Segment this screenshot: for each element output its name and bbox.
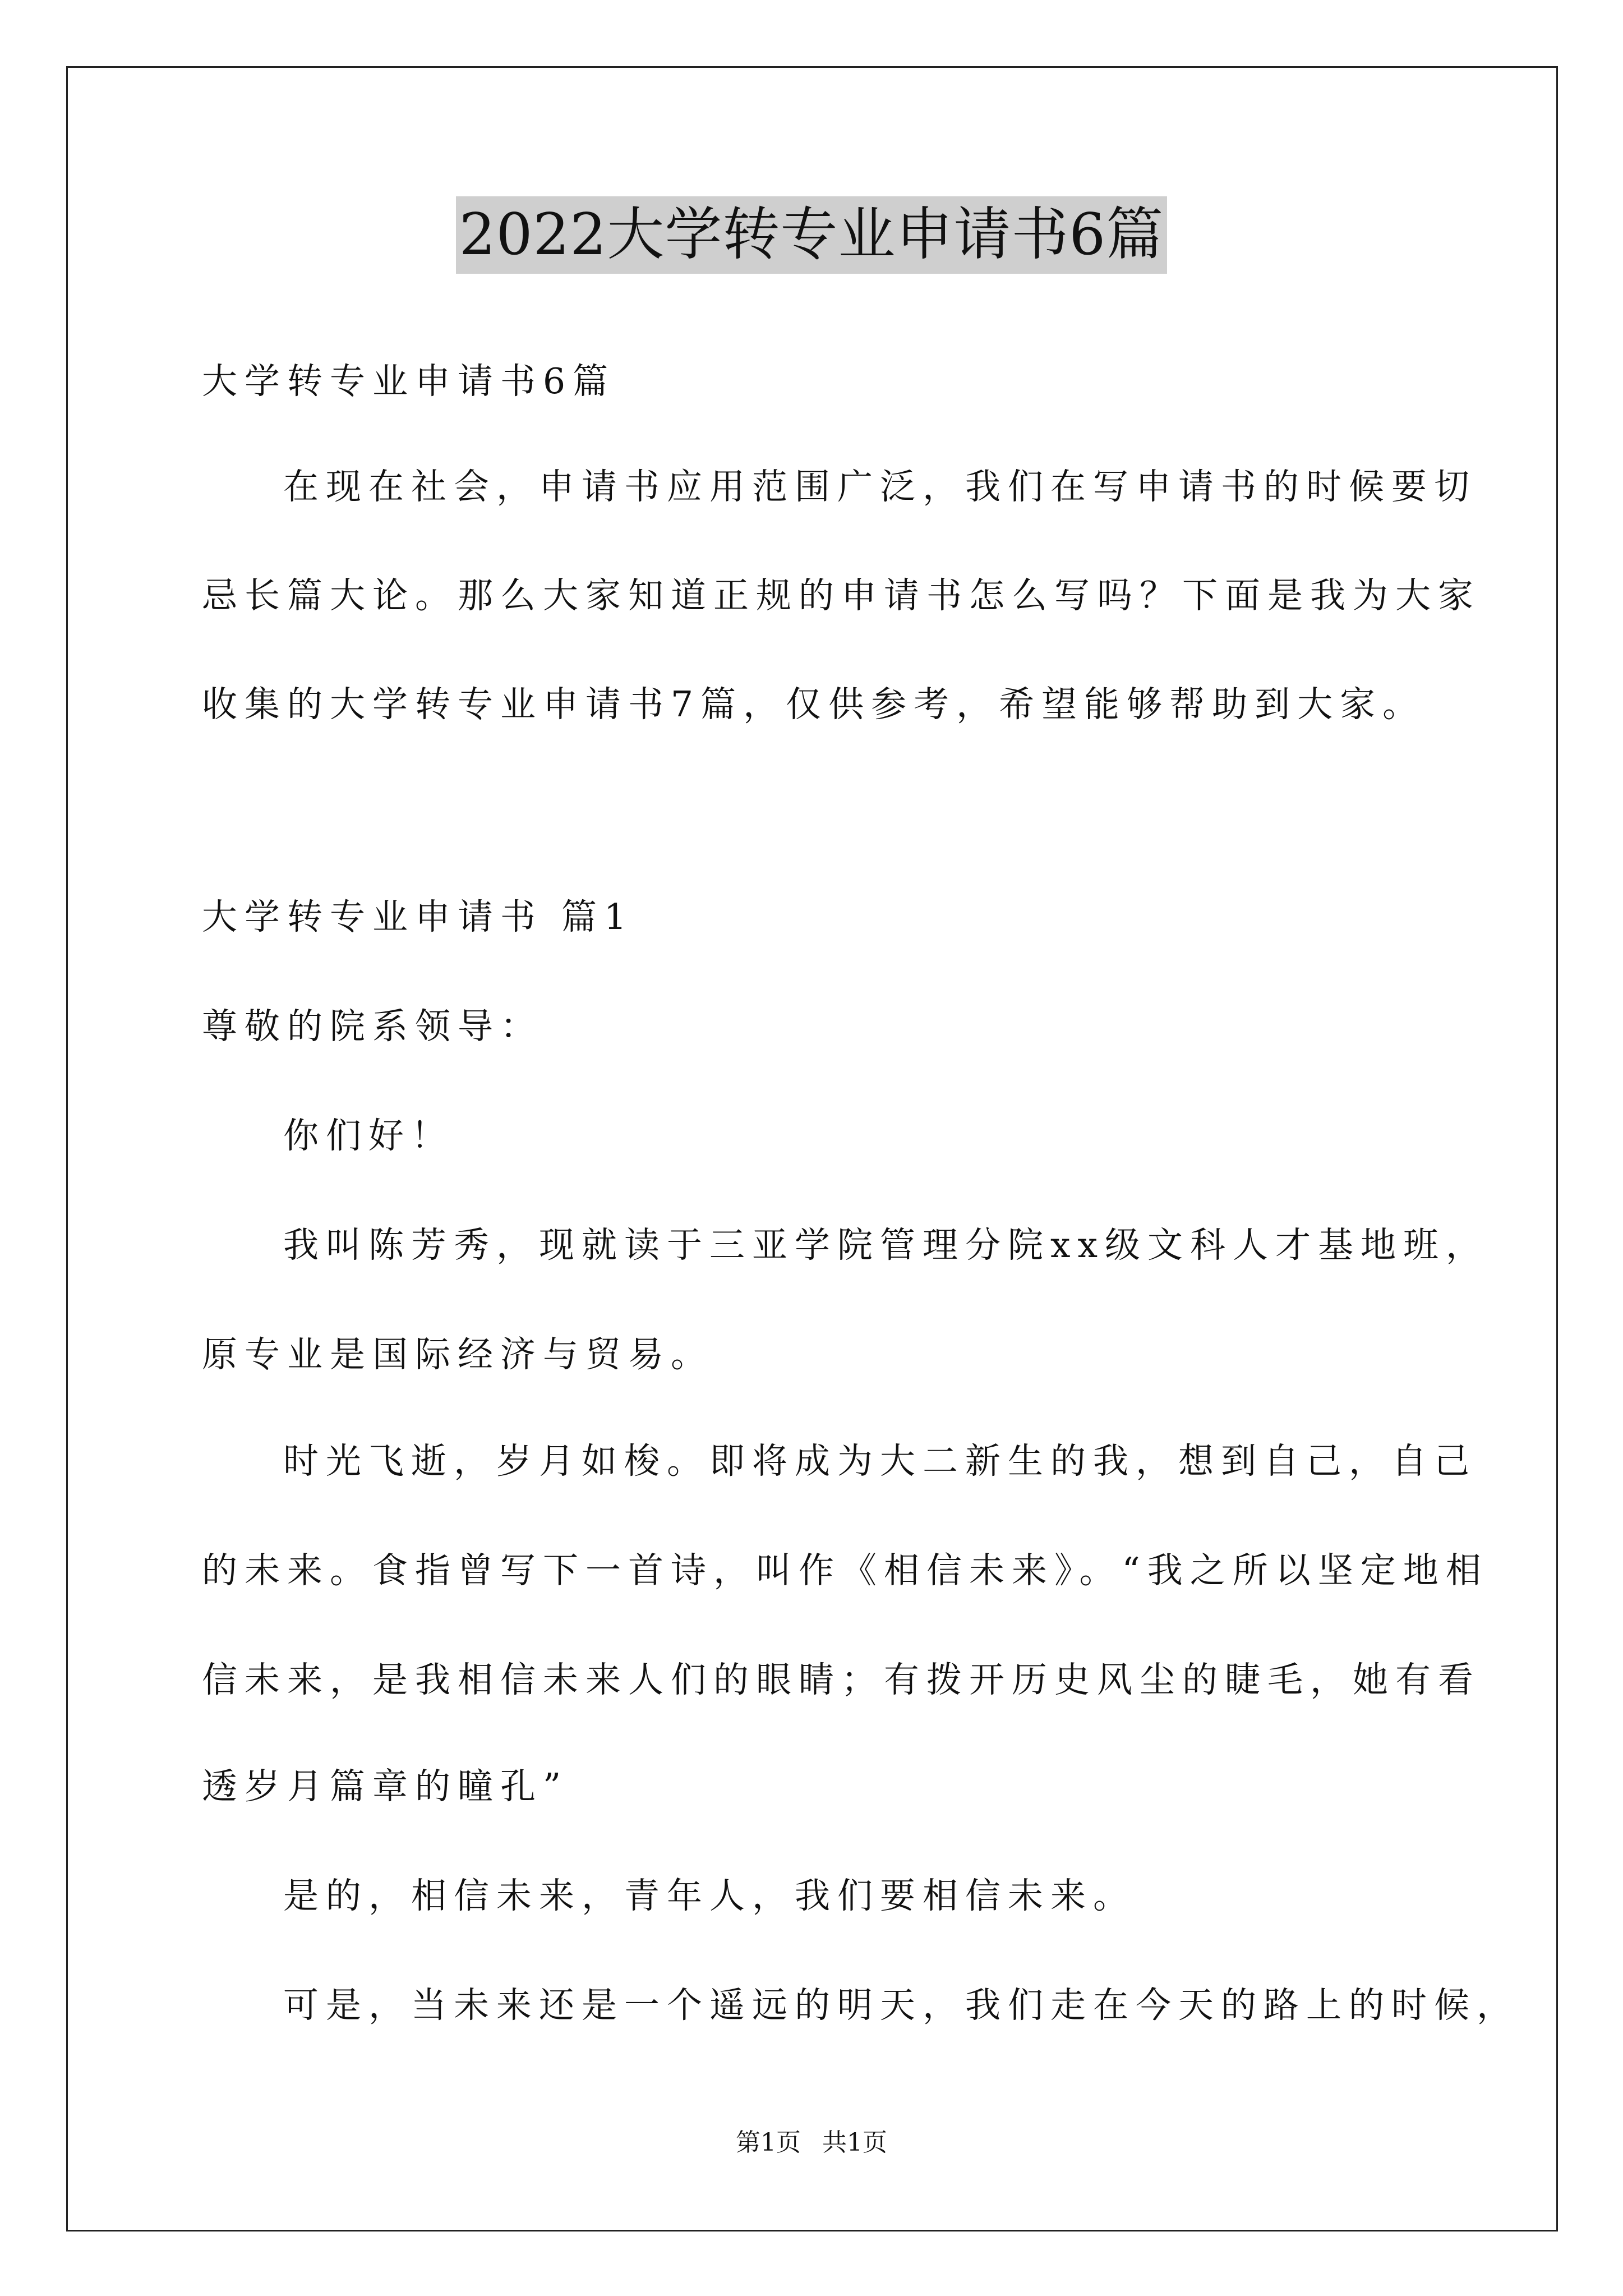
section-heading: 大学转专业申请书 篇1 xyxy=(202,896,634,937)
greeting: 你们好！ xyxy=(283,1115,454,1156)
page-number: 第1页 xyxy=(736,2128,801,2157)
paragraph-line: 原专业是国际经济与贸易。 xyxy=(202,1334,713,1375)
paragraph-line: 我叫陈芳秀，现就读于三亚学院管理分院xx级文科人才基地班， xyxy=(283,1225,1489,1266)
title-container xyxy=(0,196,1623,274)
page-footer xyxy=(0,2126,1623,2160)
paragraph-line: 在现在社会，申请书应用范围广泛，我们在写申请书的时候要切 xyxy=(283,466,1477,507)
paragraph-line: 信未来，是我相信未来人们的眼睛；有拨开历史风尘的睫毛，她有看 xyxy=(202,1659,1481,1700)
document-title: 2022大学转专业申请书6篇 xyxy=(456,196,1167,274)
paragraph-line: 可是，当未来还是一个遥远的明天，我们走在今天的路上的时候， xyxy=(283,1985,1519,2026)
paragraph-line: 的未来。食指曾写下一首诗，叫作《相信未来》。“我之所以坚定地相 xyxy=(202,1550,1488,1591)
salutation: 尊敬的院系领导： xyxy=(202,1006,543,1047)
paragraph-line: 透岁月篇章的瞳孔” xyxy=(202,1766,569,1807)
subtitle-line: 大学转专业申请书6篇 xyxy=(202,361,616,402)
paragraph-line: 时光飞逝，岁月如梭。即将成为大二新生的我，想到自己，自己 xyxy=(283,1441,1477,1481)
paragraph-line: 是的，相信未来，青年人，我们要相信未来。 xyxy=(283,1875,1136,1916)
paragraph-line: 收集的大学转专业申请书7篇，仅供参考，希望能够帮助到大家。 xyxy=(202,684,1426,725)
paragraph-line: 忌长篇大论。那么大家知道正规的申请书怎么写吗？下面是我为大家 xyxy=(202,575,1481,616)
page-total: 共1页 xyxy=(822,2128,887,2157)
